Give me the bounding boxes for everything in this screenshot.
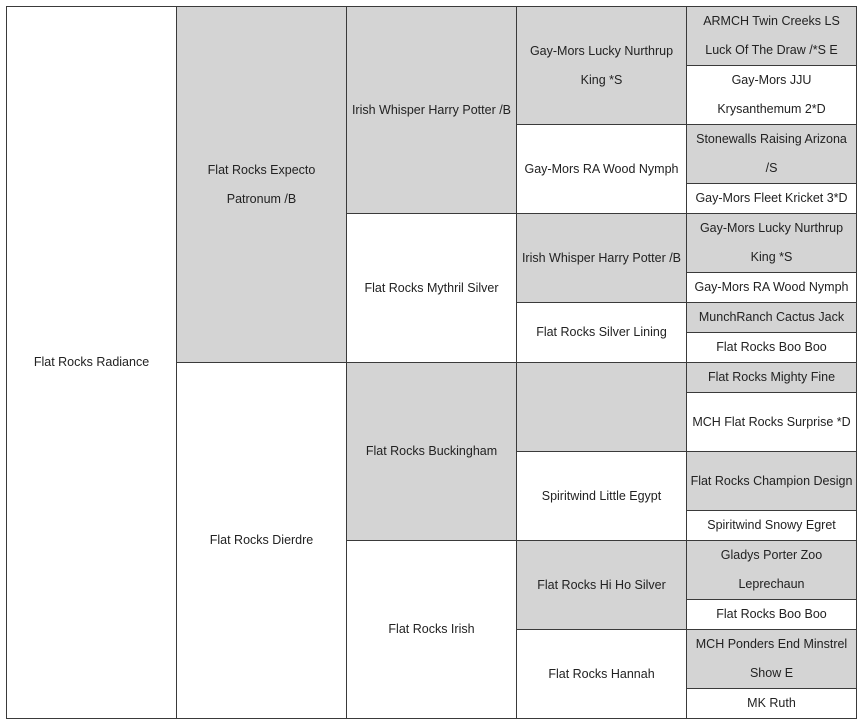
pedigree-sss-dam-cell: Gay-Mors JJU Krysanthemum 2*D <box>687 66 857 125</box>
pedigree-sire-sire-cell: Irish Whisper Harry Potter /B <box>347 7 517 214</box>
pedigree-sds-dam-cell: Gay-Mors RA Wood Nymph <box>687 273 857 303</box>
pedigree-dsd-dam-cell: Spiritwind Snowy Egret <box>687 511 857 541</box>
pedigree-sire-dam-sire-cell: Irish Whisper Harry Potter /B <box>517 214 687 303</box>
pedigree-ssd-sire-cell: Stonewalls Raising Arizona /S <box>687 125 857 184</box>
pedigree-sire-sire-sire-cell: Gay-Mors Lucky Nurthrup King *S <box>517 7 687 125</box>
pedigree-dds-dam-cell: Flat Rocks Boo Boo <box>687 600 857 630</box>
pedigree-dam-cell: Flat Rocks Dierdre <box>177 363 347 719</box>
pedigree-dss-dam-cell: MCH Flat Rocks Surprise *D <box>687 393 857 452</box>
pedigree-dam-sire-sire-cell <box>517 363 687 452</box>
pedigree-sdd-sire-cell: MunchRanch Cactus Jack <box>687 303 857 333</box>
pedigree-sire-cell: Flat Rocks Expecto Patronum /B <box>177 7 347 363</box>
pedigree-dss-sire-cell: Flat Rocks Mighty Fine <box>687 363 857 393</box>
pedigree-ddd-dam-cell: MK Ruth <box>687 689 857 719</box>
pedigree-dds-sire-cell: Gladys Porter Zoo Leprechaun <box>687 541 857 600</box>
pedigree-sire-dam-cell: Flat Rocks Mythril Silver <box>347 214 517 363</box>
pedigree-dam-dam-sire-cell: Flat Rocks Hi Ho Silver <box>517 541 687 630</box>
pedigree-table <box>6 6 857 719</box>
pedigree-sire-sire-dam-cell: Gay-Mors RA Wood Nymph <box>517 125 687 214</box>
pedigree-sss-sire-cell: ARMCH Twin Creeks LS Luck Of The Draw /*S E <box>687 7 857 66</box>
pedigree-sdd-dam-cell: Flat Rocks Boo Boo <box>687 333 857 363</box>
pedigree-ddd-sire-cell: MCH Ponders End Minstrel Show E <box>687 630 857 689</box>
pedigree-dam-sire-cell: Flat Rocks Buckingham <box>347 363 517 541</box>
pedigree-sire-dam-dam-cell: Flat Rocks Silver Lining <box>517 303 687 363</box>
pedigree-dam-dam-dam-cell: Flat Rocks Hannah <box>517 630 687 719</box>
pedigree-dam-dam-cell: Flat Rocks Irish <box>347 541 517 719</box>
pedigree-dsd-sire-cell: Flat Rocks Champion Design <box>687 452 857 511</box>
pedigree-self-cell: Flat Rocks Radiance <box>7 7 177 719</box>
pedigree-sds-sire-cell: Gay-Mors Lucky Nurthrup King *S <box>687 214 857 273</box>
pedigree-ssd-dam-cell: Gay-Mors Fleet Kricket 3*D <box>687 184 857 214</box>
pedigree-dam-sire-dam-cell: Spiritwind Little Egypt <box>517 452 687 541</box>
